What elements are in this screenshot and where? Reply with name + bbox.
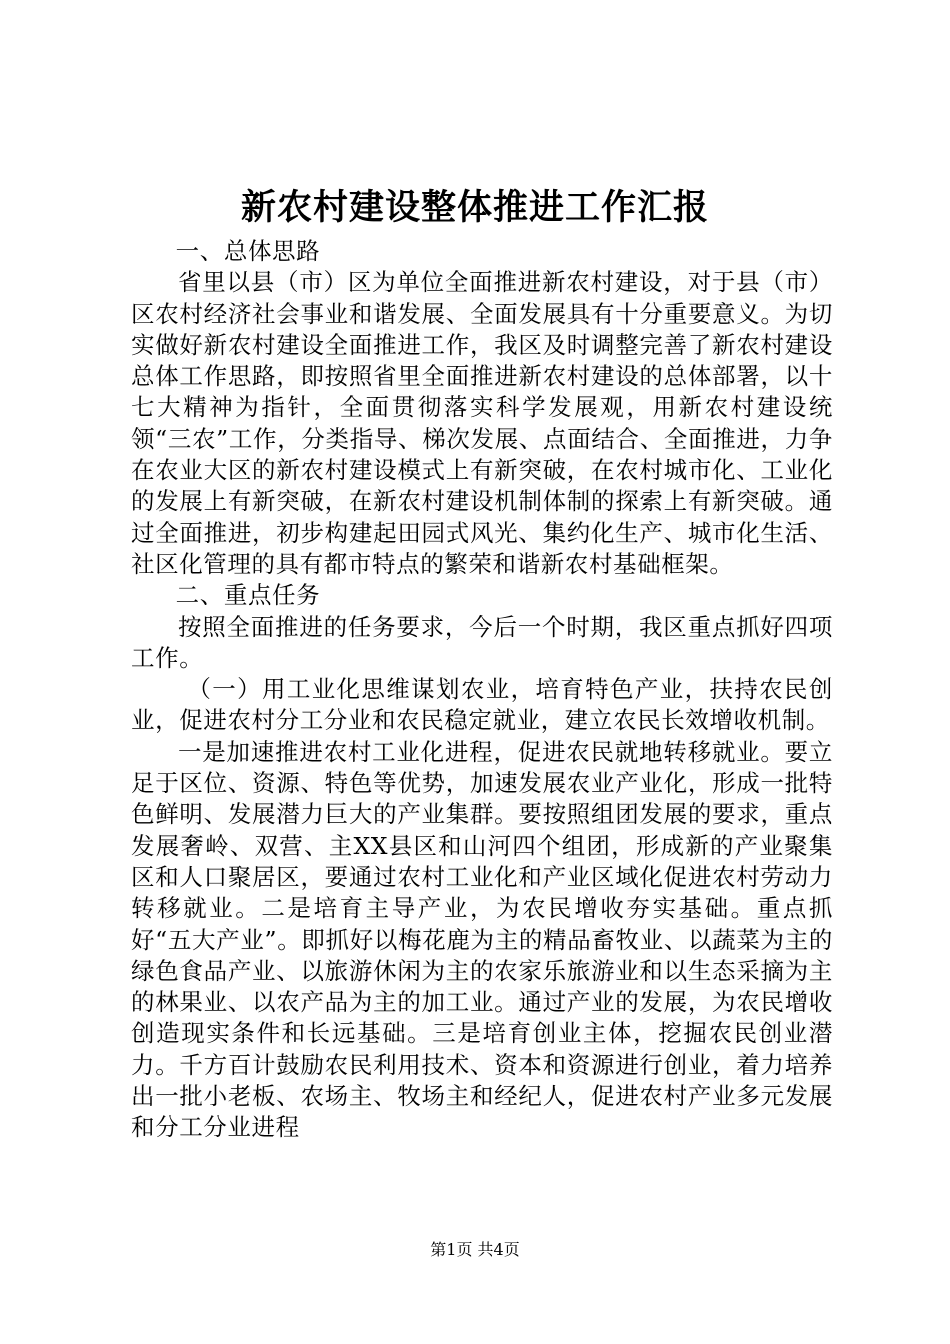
document-title: 新农村建设整体推进工作汇报 [240,187,709,228]
page-indicator: 第1页 共4页 [430,1240,520,1259]
document-body [131,236,833,1144]
section-heading-overall-approach: 一、总体思路 [175,237,321,265]
subsection-heading-industrialization: （一）用工业化思维谋划农业，培育特色产业，扶持农民创业，促进农村分工分业和农民稳定就业，建立农民长效增收机制。 [131,675,833,735]
section-heading-key-tasks: 二、重点任务 [175,581,321,610]
paragraph-overall-approach: 省里以县（市）区为单位全面推进新农村建设，对于县（市）区农村经济社会事业和谐发展、全面发展具有十分重要意义。为切实做好新农村建设全面推进工作，我区及时调整完善了新农村建设总体工作思路，即按照省里全面推进新农村建设的总体部署，以十七大精神为指针，全面贯彻落实科学发展观，用新农村建设统领“三农”工作，分类指导、梯次发展、点面结合、全面推进，力争在农业大区的新农村建设模式上有新突破，在农村城市化、工业化的发展上有新突破，在新农村建设机制体制的探索上有新突破。通过全面推进，初步构建起田园式风光、集约化生产、城市化生活、社区化管理的具有都市特点的繁荣和谐新农村基础框架。 [131,268,833,578]
paragraph-key-tasks-intro: 按照全面推进的任务要求，今后一个时期，我区重点抓好四项工作。 [131,612,833,672]
paragraph-industrialization: 一是加速推进农村工业化进程，促进农民就地转移就业。要立足于区位、资源、特色等优势，加速发展农业产业化，形成一批特色鲜明、发展潜力巨大的产业集群。要按照组团发展的要求，重点发展奢岭、双营、主XX县区和山河四个组团，形成新的产业聚集区和人口聚居区，要通过农村工业化和产业区域化促进农村劳动力转移就业。二是培育主导产业，为农民增收夯实基础。重点抓好“五大产业”。即抓好以梅花鹿为主的精品畜牧业、以蔬菜为主的绿色食品产业、以旅游休闲为主的农家乐旅游业和以生态采摘为主的林果业、以农产品为主的加工业。通过产业的发展，为农民增收创造现实条件和长远基础。三是培育创业主体，挖掘农民创业潜力。千方百计鼓励农民利用技术、资本和资源进行创业，着力培养出一批小老板、农场主、牧场主和经纪人，促进农村产业多元发展和分工分业进程 [131,737,833,1142]
